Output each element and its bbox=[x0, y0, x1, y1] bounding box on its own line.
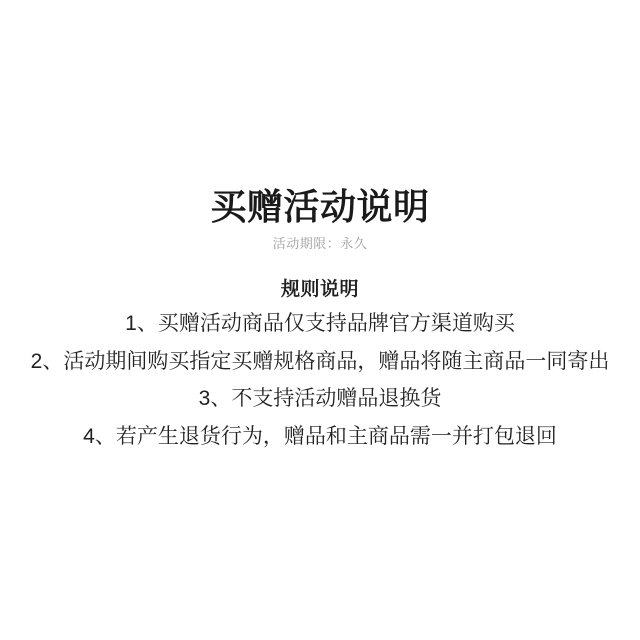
rule-item-1: 1、买赠活动商品仅支持品牌官方渠道购买 bbox=[125, 312, 515, 335]
rules-section-title: 规则说明 bbox=[280, 279, 359, 300]
rules-list bbox=[0, 305, 640, 455]
rule-item-4: 4、若产生退货行为，赠品和主商品需一并打包退回 bbox=[83, 424, 557, 448]
page-title: 买赠活动说明 bbox=[210, 186, 430, 227]
rule-item-2: 2、活动期间购买指定买赠规格商品，赠品将随主商品一同寄出 bbox=[30, 349, 610, 373]
activity-period-label: 活动期限：永久 bbox=[272, 236, 368, 251]
rule-item-3: 3、不支持活动赠品退换货 bbox=[198, 387, 442, 410]
